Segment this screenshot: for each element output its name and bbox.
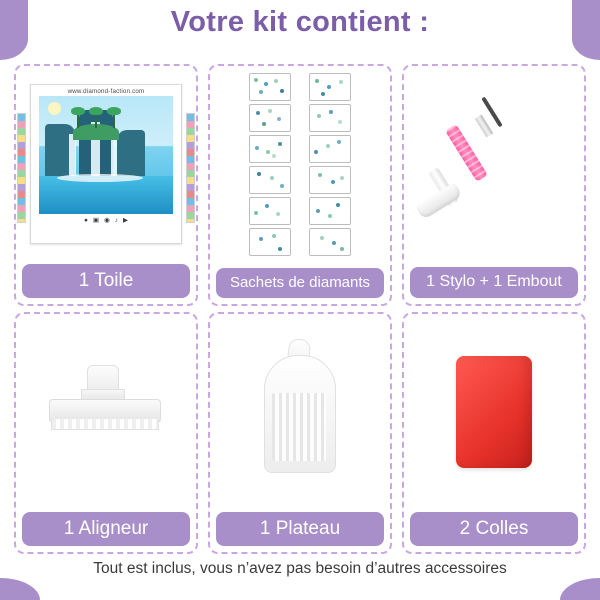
pinterest-icon: ◉ [104, 217, 110, 224]
kit-item-caption-canvas: 1 Toile [22, 264, 190, 298]
waterfall-3 [111, 140, 117, 178]
kit-item-caption-pen: 1 Stylo + 1 Embout [410, 267, 578, 298]
kit-item-caption-tray: 1 Plateau [216, 512, 384, 546]
pen-icon [414, 89, 574, 239]
canvas-artwork [39, 96, 173, 214]
social-icons-row [31, 214, 181, 225]
cliff-right [117, 130, 145, 176]
kit-item-aligner [14, 312, 198, 554]
kit-items-grid [14, 64, 586, 554]
kit-item-diamond-bags [208, 64, 392, 306]
diamond-bag [309, 197, 351, 225]
diamond-bag [249, 104, 291, 132]
aligner-illustration [16, 314, 196, 510]
header [0, 0, 600, 60]
color-strip-right-icon [186, 113, 195, 223]
tray-icon [240, 337, 360, 487]
youtube-icon: ▶ [123, 217, 128, 224]
kit-item-canvas [14, 64, 198, 306]
footer-decoration-right [560, 578, 600, 600]
pen-illustration [404, 66, 584, 262]
diamond-bag [309, 228, 351, 256]
aligner-teeth [51, 419, 159, 430]
diamond-bag [249, 73, 291, 101]
sun-icon [48, 102, 61, 115]
pen-ferrule [475, 115, 493, 138]
diamond-bags-icon [249, 73, 351, 256]
foam [57, 174, 143, 182]
canvas-url-label: www.diamond-faction.com [67, 88, 145, 95]
kit-item-pen [402, 64, 586, 306]
facebook-icon: ● [83, 217, 88, 224]
tray-grooves [272, 393, 326, 461]
palm-tree-icon [95, 112, 97, 128]
diamond-bag [249, 197, 291, 225]
tray-illustration [210, 314, 390, 510]
instagram-icon: ▣ [92, 217, 100, 224]
diamond-bag [249, 166, 291, 194]
canvas-icon [30, 84, 182, 244]
diamond-bag [309, 73, 351, 101]
glue-illustration [404, 314, 584, 510]
kit-item-glue [402, 312, 586, 554]
palm-tree-icon [77, 112, 79, 128]
diamond-bag-column-left [249, 73, 291, 256]
color-strip-left-icon [17, 113, 26, 223]
footer-decoration-left [0, 578, 40, 600]
pen-grip [445, 124, 488, 182]
waterfall-1 [69, 134, 76, 178]
diamond-bags-illustration [210, 66, 390, 262]
diamond-bag [309, 166, 351, 194]
glue-icon [456, 356, 532, 468]
tiktok-icon: ♪ [114, 217, 118, 224]
diamond-bag [309, 135, 351, 163]
kit-item-caption-glue: 2 Colles [410, 512, 578, 546]
footer-note: Tout est inclus, vous n’avez pas besoin d’autres accessoires [93, 560, 507, 577]
aligner-icon [41, 357, 171, 467]
canvas-illustration [16, 66, 196, 262]
page-title: Votre kit contient : [170, 6, 430, 38]
kit-item-caption-aligner: 1 Aligneur [22, 512, 190, 546]
diamond-bag-column-right [309, 73, 351, 256]
diamond-bag [309, 104, 351, 132]
diamond-bag [249, 135, 291, 163]
diamond-bag [249, 228, 291, 256]
palm-tree-icon [113, 112, 115, 128]
kit-item-caption-diamond-bags: Sachets de diamants [216, 268, 384, 298]
kit-item-tray [208, 312, 392, 554]
footer [0, 558, 600, 600]
